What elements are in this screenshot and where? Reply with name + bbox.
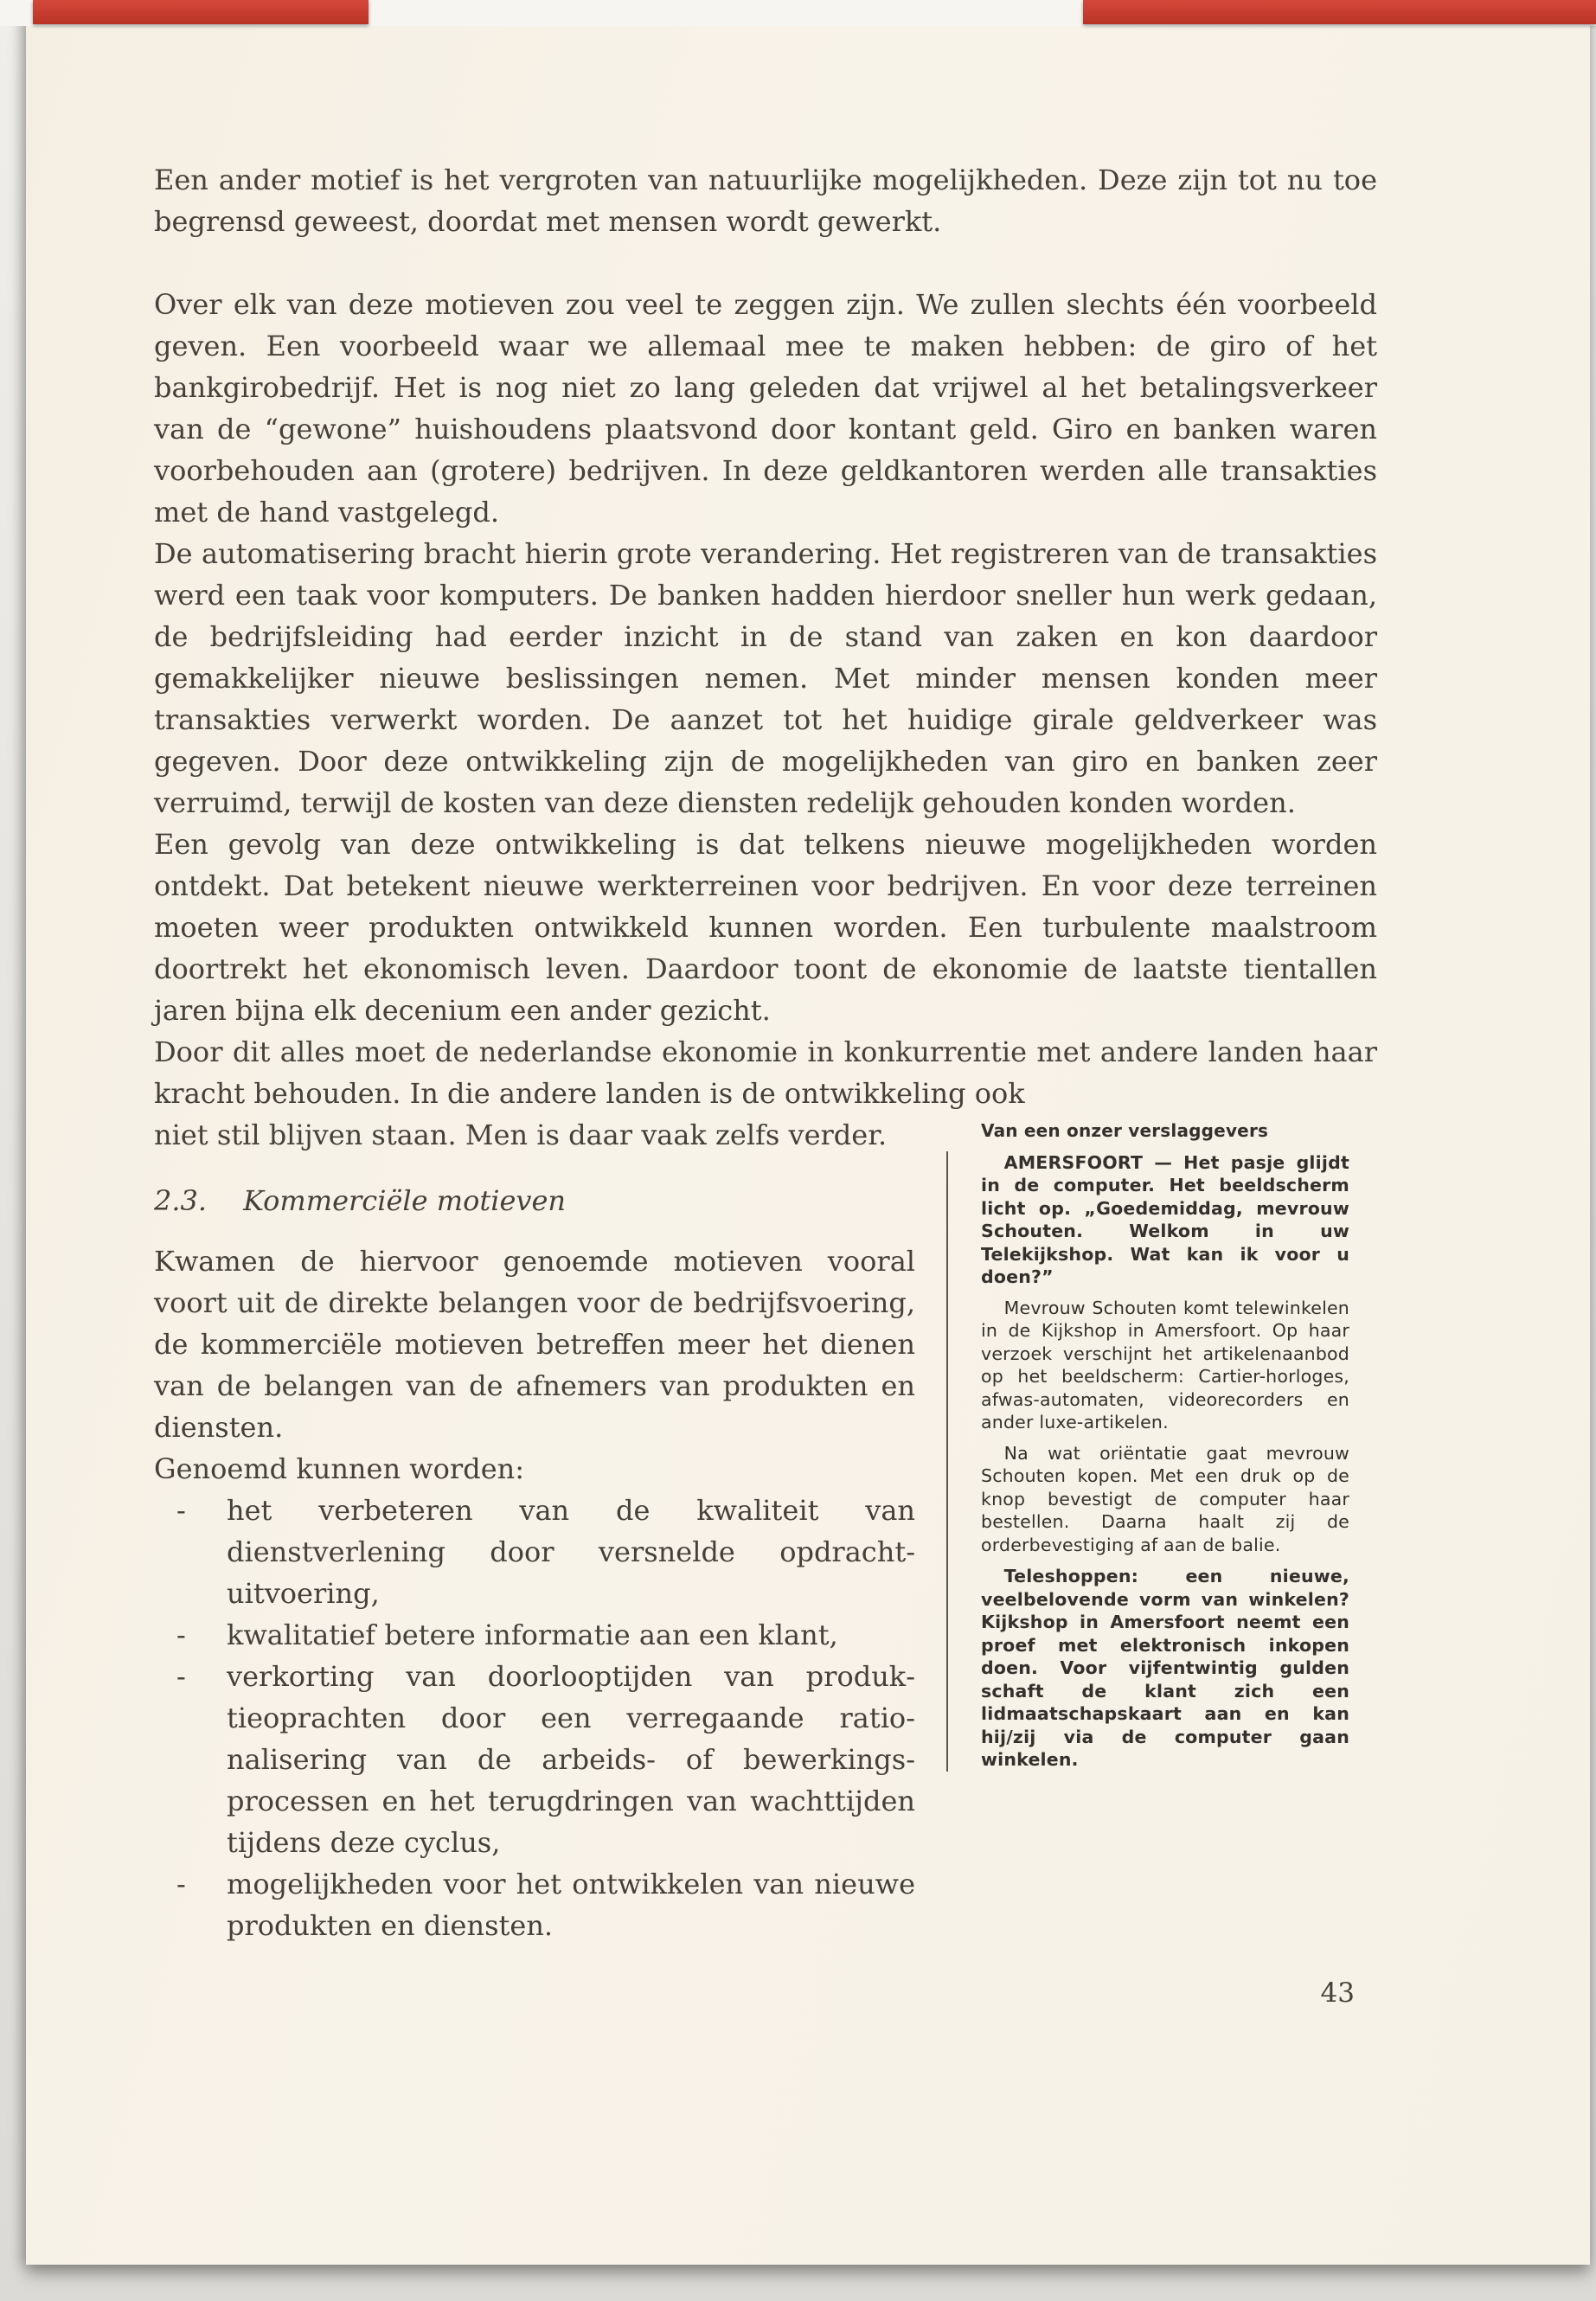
list-item — [154, 1490, 915, 1614]
clipping-byline: Van een onzer verslaggevers — [981, 1120, 1269, 1141]
list-item-text: kwalitatief betere informatie aan een klant, — [227, 1618, 838, 1651]
clipping-closing: Teleshoppen: een nieuwe, veelbelovende vorm van winkelen? Kijkshop in Amersfoort neemt een proef met elektronisch inkopen doen. Voor vijfentwintig gulden schaft de klant zich een lidmaatschapskaart aan en kan hij/zij via de computer gaan winkelen. — [981, 1566, 1349, 1770]
book-cover-strip-left — [33, 0, 369, 24]
clipping-paragraph: Na wat oriëntatie gaat mevrouw Schouten kopen. Met een druk op de knop bevestigt de computer haar bestellen. Daarna haalt zij de orderbevestiging af aan de balie. — [981, 1442, 1349, 1555]
list-bullet: - — [176, 1660, 186, 1693]
list-bullet: - — [176, 1868, 186, 1900]
section-title: Kommerciële motieven — [243, 1184, 566, 1217]
list-item-text: mogelijkheden voor het ontwikkelen van nieuwe produkten en diensten. — [227, 1868, 915, 1942]
paragraph: Een ander motief is het vergroten van natuurlijke mogelijkheden. Deze zijn tot nu toe begrensd geweest, doordat met mensen wordt gewerkt. — [154, 163, 1377, 238]
section-number: 2.3. — [154, 1184, 208, 1217]
paragraph: Over elk van deze motieven zou veel te zeggen zijn. We zullen slechts één voorbeeld geven. Een voorbeeld waar we allemaal mee te maken hebben: de giro of het bankgirobedrijf. Het is nog niet zo lang geleden dat vrijwel al het betalingsverkeer van de “gewone” huishoudens plaatsvond door kontant geld. Giro en banken waren voorbehouden aan (grotere) bedrijven. In deze geldkantoren werden alle transakties met de hand vastgelegd. — [154, 288, 1377, 529]
clipping-paragraph: Mevrouw Schouten komt telewinkelen in de Kijkshop in Amersfoort. Op haar verzoek verschijnt het artikelenaanbod op het beeldscherm: Cartier-horloges, afwas-automaten, videorecorders en ander luxe-artikelen. — [981, 1297, 1349, 1433]
two-column-section — [154, 1114, 1377, 1946]
clipping-lead: AMERSFOORT — Het pasje glijdt in de computer. Het beeldscherm licht op. „Goedemiddag, mevrouw Schouten. Welkom in uw Telekijkshop. Wat kan ik voor u doen?” — [981, 1151, 1349, 1287]
paragraph: Door dit alles moet de nederlandse ekonomie in konkurrentie met andere landen haar kracht behouden. In die andere landen is de ontwikkeling ook — [154, 1035, 1377, 1110]
list-bullet: - — [176, 1494, 186, 1527]
book-page — [26, 7, 1590, 2265]
page-content — [154, 159, 1377, 1946]
paragraph: Een gevolg van deze ontwikkeling is dat telkens nieuwe mogelijkheden worden ontdekt. Dat betekent nieuwe werkterreinen voor bedrijven. En voor deze terreinen moeten weer produkten ontwikkeld kunnen worden. Een turbulente maalstroom doortrekt het ekonomisch leven. Daardoor toont de ekonomie de laatste tientallen jaren bijna elk decenium een ander gezicht. — [154, 828, 1377, 1027]
section-intro: Kwamen de hiervoor genoemde motieven vooral voort uit de direkte belangen voor de bedrijfsvoering, de kommerciële motieven betreffen meer het dienen van de belangen van de afnemers van produkten en diensten. — [154, 1245, 915, 1444]
book-cover-strip-right — [1083, 0, 1596, 24]
page-number: 43 — [1320, 1977, 1355, 2009]
paragraph-continuation: niet stil blijven staan. Men is daar vaak zelfs verder. — [154, 1118, 888, 1151]
section-heading — [154, 1180, 915, 1221]
list-item — [154, 1656, 915, 1863]
list-lead: Genoemd kunnen worden: — [154, 1452, 525, 1485]
clipping-body — [946, 1151, 1349, 1772]
list-item-text: verkorting van doorlooptijden van produktieoprachten door een verregaande rationalisering van de arbeids- of bewerkingsprocessen en het terugdringen van wachttijden tijdens deze cyclus, — [227, 1660, 915, 1859]
left-column — [154, 1114, 915, 1946]
paragraph: De automatisering bracht hierin grote verandering. Het registreren van de transakties werd een taak voor komputers. De banken hadden hierdoor sneller hun werk gedaan, de bedrijfsleiding had eerder inzicht in de stand van zaken en kon daardoor gemakkelijker nieuwe beslissingen nemen. Met minder mensen konden meer transakties verwerkt worden. De aanzet tot het huidige girale geldverkeer was gegeven. Door deze ontwikkeling zijn de mogelijkheden van giro en banken zeer verruimd, terwijl de kosten van deze diensten redelijk gehouden konden worden. — [154, 537, 1377, 819]
list-item — [154, 1614, 915, 1656]
motive-list — [154, 1490, 915, 1946]
list-item-text: het verbeteren van de kwaliteit van dienstverlening door versnelde opdrachtuitvoering, — [227, 1494, 915, 1610]
newspaper-clipping — [946, 1114, 1349, 1772]
list-bullet: - — [176, 1618, 186, 1651]
list-item — [154, 1863, 915, 1946]
